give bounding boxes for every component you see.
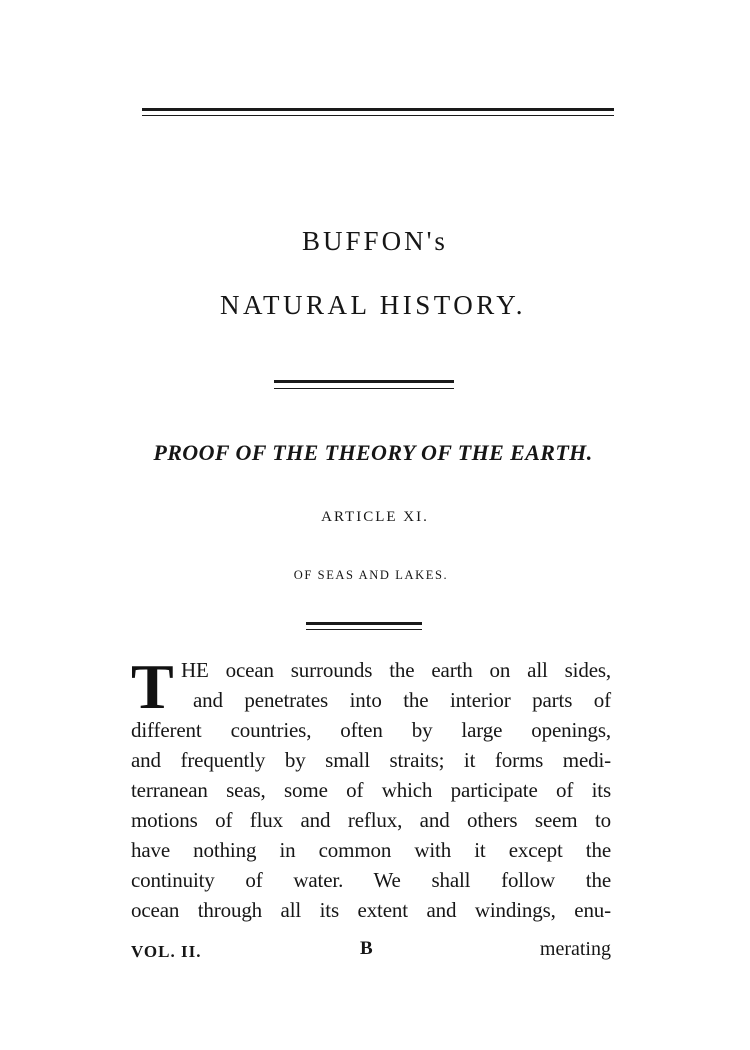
section-title: PROOF OF THE THEORY OF THE EARTH. — [153, 440, 593, 465]
volume-label: VOL. II. — [131, 942, 202, 961]
body-line: and frequently by small straits; it forms medi- — [131, 748, 611, 772]
catchword: merating — [539, 938, 611, 960]
title-divider-rule — [274, 380, 454, 389]
body-line: different countries, often by large openings, — [131, 718, 611, 742]
body-line: and penetrates into the interior parts of — [193, 688, 611, 712]
body-line: ocean through all its extent and windings, enu- — [131, 898, 611, 922]
body-line: HE ocean surrounds the earth on all sides, — [181, 658, 611, 682]
top-double-rule — [142, 108, 614, 116]
chapter-title: OF SEAS AND LAKES. — [293, 568, 449, 582]
author-heading: BUFFON's — [302, 226, 448, 256]
body-line: have nothing in common with it except the — [131, 838, 611, 862]
body-line: motions of flux and reflux, and others seem to — [131, 808, 611, 832]
signature-mark: B — [360, 938, 373, 959]
body-paragraph — [131, 651, 611, 925]
work-title: NATURAL HISTORY. — [219, 290, 527, 320]
article-number: ARTICLE XI. — [321, 509, 429, 525]
body-line: terranean seas, some of which participate of its — [131, 778, 611, 802]
drop-cap: T — [131, 651, 174, 722]
body-line: continuity of water. We shall follow the — [131, 868, 611, 892]
chapter-divider-rule — [306, 622, 422, 630]
